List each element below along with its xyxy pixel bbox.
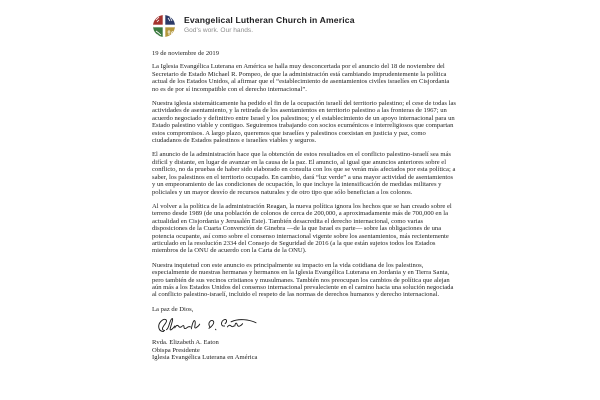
signature-image [152, 314, 457, 338]
signer-name: Rvda. Elizabeth A. Eaton [152, 339, 219, 347]
org-name: Evangelical Lutheran Church in America [184, 15, 355, 25]
org-tagline: God's work. Our hands. [184, 27, 254, 34]
signer-title: Obispa Presidente [152, 346, 200, 354]
letterhead [152, 13, 355, 39]
letter-closing: La paz de Dios, [152, 305, 194, 313]
signer-org: Iglesia Evangélica Luterana en América [152, 354, 258, 362]
letter-paragraph: El anuncio de la administración hace que la obtención de estos resultados en el conflicto palestino-israelí sea más difícil y distante, en lugar de avanzar en la causa de la paz. El anuncio, al igual que anuncios anteriores sobre el conflicto, no da pruebas de haber sido elaborado en consulta con los que se verán más afectados por esta política; a saber, los palestinos en el territorio ocupado. En cambio, dará “luz verde” a una mayor actividad de asentamientos y un empeoramiento de las condiciones de ocupación, lo que incluye la intensificación de medidas militares y policiales y un mayor desvío de recursos naturales y de otro tipo que sólo benefician a los colonos. [152, 151, 456, 196]
letter-paragraph: La Iglesia Evangélica Luterana en América se halla muy desconcertada por el anuncio del 18 de noviembre del Secretario de Estado Michael R. Pompeo, de que la administración está cambiando imprudentemente la política actual de los Estados Unidos, al afirmar que el “establecimiento de asentamientos civiles israelíes en Cisjordania no es de por sí incompatible con el derecho internacional”. [152, 63, 450, 93]
signature-block [152, 339, 457, 362]
letter-date: 19 de noviembre de 2019 [152, 50, 220, 57]
letter-paragraph: Al volver a la política de la administración Reagan, la nueva política ignora los hechos que se han creado sobre el terreno desde 1989 (de una población de colonos de cerca de 200,000, a aproximadamente más de 700,000 en la actualidad en Cisjordania y Jerusalén Este). También desacredita el derecho internacional, como varias disposiciones de la Cuarta Convención de Ginebra —de la que Israel es parte— sobre las obligaciones de una potencia ocupante, así como sobre el consenso internacional vigente sobre los asentamientos, más recientemente articulado en la resolución 2334 del Consejo de Seguridad de 2016 (a la que están sujetos todos los Estados miembros de la ONU de acuerdo con la Carta de la ONU). [152, 202, 452, 255]
letter-paragraph: Nuestra iglesia sistemáticamente ha pedido el fin de la ocupación israelí del territorio palestino; el cese de todas las actividades de asentamiento, y la retirada de los asentamientos en territorio palestino a las fronteras de 1967; un acuerdo negociado y definitivo entre Israel y los palestinos; y el establecimiento de un apoyo internacional para un Estado palestino viable y contiguo. Seguiremos trabajando con socios ecuménicos e interreligiosos que compartan estos compromisos. A largo plazo, queremos que israelíes y palestinos coexistan en justicia y paz, como ciudadanos de Estados palestinos e israelíes viables y seguros. [152, 100, 456, 145]
elca-emblem-icon [152, 13, 176, 39]
letterhead-text [184, 13, 355, 35]
letter-body [152, 50, 457, 362]
letter-paragraph: Nuestra inquietud con este anuncio es principalmente su impacto en la vida cotidiana de los palestinos, especialmente de nuestras hermanas y hermanos en la Iglesia Evangélica Luterana en Jordania y en Tierra Santa, pero también de sus vecinos cristianos y musulmanes. También nos preocupan los cambios de política que alejan aún más a los Estados Unidos del consenso internacional prevaleciente en el camino hacia una solución negociada al conflicto palestino-israelí, incluido el respeto de las normas de derechos humanos y derecho internacional. [152, 261, 454, 299]
